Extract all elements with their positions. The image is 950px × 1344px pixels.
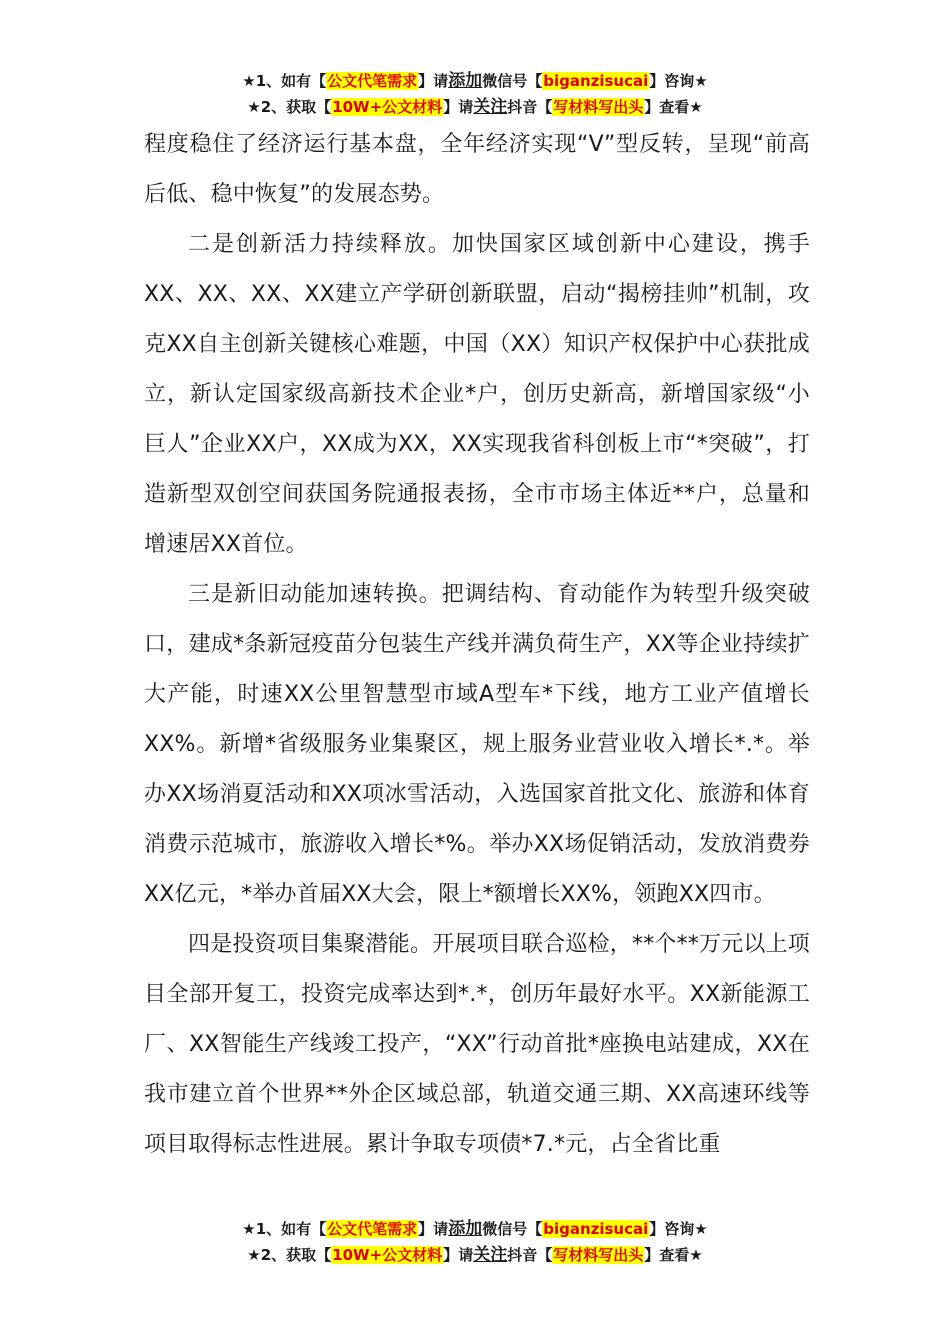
banner-highlight: 10W+公文材料 <box>332 1246 443 1264</box>
header-banner <box>0 68 950 120</box>
banner-text: ★2、获取【 <box>247 98 332 116</box>
banner-highlight: 写材料写出头 <box>553 1246 644 1264</box>
banner-highlight: biganzisucai <box>543 72 649 90</box>
banner-highlight: 写材料写出头 <box>553 98 644 116</box>
banner-highlight: 公文代笔需求 <box>327 1220 418 1238</box>
banner-underline: 关注 <box>473 1245 508 1265</box>
banner-text: 抖音【 <box>507 98 553 116</box>
banner-text: 】请 <box>443 1246 474 1264</box>
banner-line-2 <box>0 94 950 120</box>
paragraph-investment: 四是投资项目集聚潜能。开展项目联合巡检，**个**万元以上项目全部开复工，投资完成率达到*.*，创历年最好水平。XX新能源工厂、XX智能生产线竣工投产，“XX”行动首批*座换电站建成，XX在我市建立首个世界**外企区域总部，轨道交通三期、XX高速环线等项目取得标志性进展。累计争取专项债*7.*元，占全省比重 <box>144 932 811 1157</box>
banner-text: 】请 <box>418 1220 449 1238</box>
document-body <box>144 120 810 1170</box>
banner-text: 】查看★ <box>644 1246 703 1264</box>
banner-text: ★1、如有【 <box>242 72 327 90</box>
banner-text: 】请 <box>418 72 449 90</box>
banner-text: 】咨询★ <box>649 1220 708 1238</box>
banner-text: 微信号【 <box>482 72 543 90</box>
banner-text: ★1、如有【 <box>242 1220 327 1238</box>
banner-underline: 添加 <box>448 1219 483 1239</box>
banner-line-1 <box>0 68 950 94</box>
banner-text: 】请 <box>443 98 474 116</box>
banner-highlight: 公文代笔需求 <box>327 72 418 90</box>
banner-line-1 <box>0 1216 950 1242</box>
banner-text: 微信号【 <box>482 1220 543 1238</box>
banner-highlight: 10W+公文材料 <box>332 98 443 116</box>
banner-text: 抖音【 <box>507 1246 553 1264</box>
paragraph-momentum: 三是新旧动能加速转换。把调结构、育动能作为转型升级突破口，建成*条新冠疫苗分包装生产线并满负荷生产，XX等企业持续扩大产能，时速XX公里智慧型市域A型车*下线，地方工业产值增长XX%。新增*省级服务业集聚区，规上服务业营业收入增长*.*。举办XX场消夏活动和XX项冰雪活动，入选国家首批文化、旅游和体育消费示范城市，旅游收入增长*%。举办XX场促销活动，发放消费券XX亿元，*举办首届XX大会，限上*额增长XX%，领跑XX四市。 <box>144 582 810 907</box>
banner-text: 】查看★ <box>644 98 703 116</box>
paragraph-continuation: 程度稳住了经济运行基本盘，全年经济实现“V”型反转，呈现“前高后低、稳中恢复”的发展态势。 <box>144 132 810 207</box>
banner-line-2 <box>0 1242 950 1268</box>
banner-text: ★2、获取【 <box>247 1246 332 1264</box>
banner-underline: 关注 <box>473 97 508 117</box>
banner-underline: 添加 <box>448 71 483 91</box>
paragraph-innovation: 二是创新活力持续释放。加快国家区域创新中心建设，携手XX、XX、XX、XX建立产学研创新联盟，启动“揭榜挂帅”机制，攻克XX自主创新关键核心难题，中国（XX）知识产权保护中心获批成立，新认定国家级高新技术企业*户，创历史新高，新增国家级“小巨人”企业XX户，XX成为XX，XX实现我省科创板上市“*突破”，打造新型双创空间获国务院通报表扬，全市市场主体近**户，总量和增速居XX首位。 <box>144 232 810 557</box>
footer-banner <box>0 1216 950 1268</box>
banner-text: 】咨询★ <box>649 72 708 90</box>
banner-highlight: biganzisucai <box>543 1220 649 1238</box>
